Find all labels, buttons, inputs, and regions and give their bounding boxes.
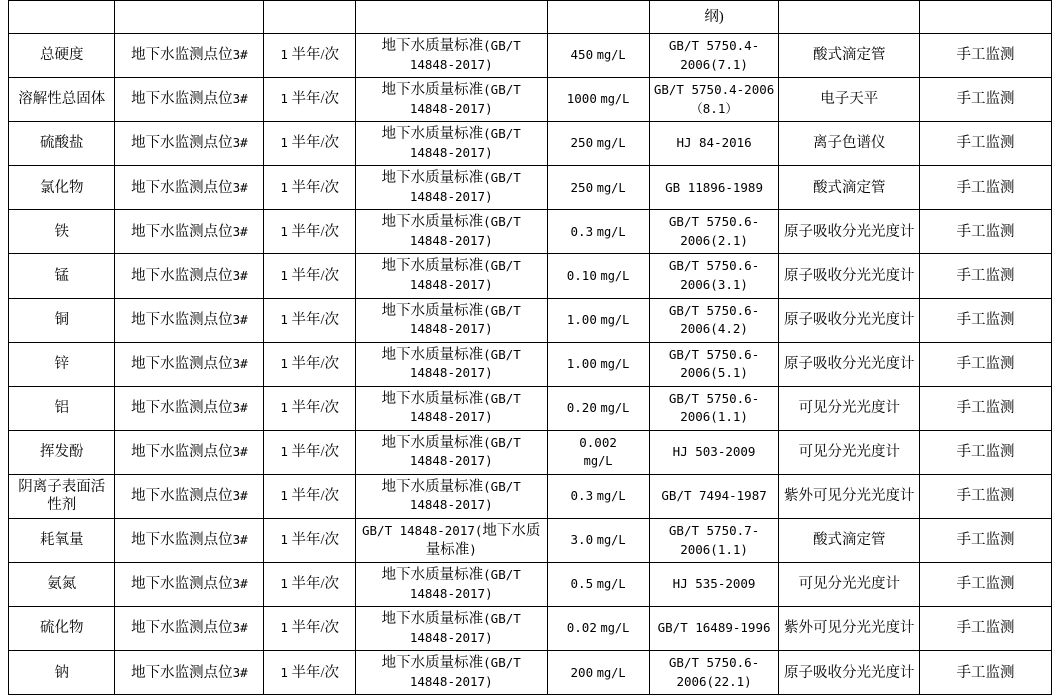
cell-mode: 手工监测 bbox=[919, 342, 1051, 386]
cell-standard: 地下水质量标准(GB/T 14848-2017) bbox=[355, 254, 547, 298]
table-row bbox=[9, 430, 1052, 474]
cell-method: GB/T 5750.4-2006(7.1) bbox=[649, 34, 779, 78]
cell-mode: 手工监测 bbox=[919, 298, 1051, 342]
cell-frequency: 1 半年/次 bbox=[264, 386, 356, 430]
table-row bbox=[9, 34, 1052, 78]
cell-device: 离子色谱仪 bbox=[779, 122, 919, 166]
cell-limit: 0.02 mg/L bbox=[547, 607, 649, 651]
cell-limit: 250 mg/L bbox=[547, 166, 649, 210]
cell-limit: 0.002 mg/L bbox=[547, 430, 649, 474]
table-row bbox=[9, 651, 1052, 695]
table-row bbox=[9, 474, 1052, 518]
table-row bbox=[9, 386, 1052, 430]
cell-method: GB/T 5750.7-2006(1.1) bbox=[649, 519, 779, 563]
cell-item: 铜 bbox=[9, 298, 115, 342]
cell-limit: 3.0 mg/L bbox=[547, 519, 649, 563]
table-row bbox=[9, 607, 1052, 651]
table-row bbox=[9, 166, 1052, 210]
cell-limit: 450 mg/L bbox=[547, 34, 649, 78]
cell-frequency: 1 半年/次 bbox=[264, 254, 356, 298]
table-row bbox=[9, 210, 1052, 254]
cell-item: 氯化物 bbox=[9, 166, 115, 210]
cell-frequency: 1 半年/次 bbox=[264, 474, 356, 518]
cell-limit: 0.3 mg/L bbox=[547, 210, 649, 254]
cell-limit bbox=[547, 1, 649, 34]
cell-frequency: 1 半年/次 bbox=[264, 342, 356, 386]
cell-point: 地下水监测点位3# bbox=[115, 122, 264, 166]
cell-limit: 0.10 mg/L bbox=[547, 254, 649, 298]
cell-frequency: 1 半年/次 bbox=[264, 298, 356, 342]
cell-frequency: 1 半年/次 bbox=[264, 430, 356, 474]
cell-device: 原子吸收分光光度计 bbox=[779, 651, 919, 695]
cell-point: 地下水监测点位3# bbox=[115, 298, 264, 342]
cell-standard: 地下水质量标准(GB/T 14848-2017) bbox=[355, 607, 547, 651]
cell-frequency: 1 半年/次 bbox=[264, 563, 356, 607]
table-row bbox=[9, 254, 1052, 298]
cell-point: 地下水监测点位3# bbox=[115, 607, 264, 651]
cell-device: 酸式滴定管 bbox=[779, 166, 919, 210]
cell-point: 地下水监测点位3# bbox=[115, 386, 264, 430]
cell-device: 可见分光光度计 bbox=[779, 430, 919, 474]
cell-point: 地下水监测点位3# bbox=[115, 78, 264, 122]
cell-limit: 0.3 mg/L bbox=[547, 474, 649, 518]
cell-method: GB/T 7494-1987 bbox=[649, 474, 779, 518]
cell-point: 地下水监测点位3# bbox=[115, 210, 264, 254]
cell-device: 可见分光光度计 bbox=[779, 386, 919, 430]
cell-frequency: 1 半年/次 bbox=[264, 607, 356, 651]
cell-item: 总硬度 bbox=[9, 34, 115, 78]
cell-method: GB/T 5750.6-2006(5.1) bbox=[649, 342, 779, 386]
cell-method: HJ 84-2016 bbox=[649, 122, 779, 166]
cell-limit: 200 mg/L bbox=[547, 651, 649, 695]
cell-standard: 地下水质量标准(GB/T 14848-2017) bbox=[355, 210, 547, 254]
cell-standard: 地下水质量标准(GB/T 14848-2017) bbox=[355, 166, 547, 210]
cell-method: GB/T 5750.6-2006(22.1) bbox=[649, 651, 779, 695]
cell-standard: 地下水质量标准(GB/T 14848-2017) bbox=[355, 122, 547, 166]
cell-method: GB/T 5750.6-2006(2.1) bbox=[649, 210, 779, 254]
cell-limit: 250 mg/L bbox=[547, 122, 649, 166]
cell-mode: 手工监测 bbox=[919, 519, 1051, 563]
table-row bbox=[9, 563, 1052, 607]
cell-standard: 地下水质量标准(GB/T 14848-2017) bbox=[355, 298, 547, 342]
cell-frequency: 1 半年/次 bbox=[264, 651, 356, 695]
cell-standard: GB/T 14848-2017(地下水质量标准) bbox=[355, 519, 547, 563]
cell-standard: 地下水质量标准(GB/T 14848-2017) bbox=[355, 651, 547, 695]
cell-method: GB/T 5750.4-2006（8.1） bbox=[649, 78, 779, 122]
cell-mode: 手工监测 bbox=[919, 78, 1051, 122]
cell-mode: 手工监测 bbox=[919, 254, 1051, 298]
table-row bbox=[9, 122, 1052, 166]
cell-mode bbox=[919, 1, 1051, 34]
cell-point: 地下水监测点位3# bbox=[115, 34, 264, 78]
cell-item: 铝 bbox=[9, 386, 115, 430]
cell-limit: 0.5 mg/L bbox=[547, 563, 649, 607]
cell-mode: 手工监测 bbox=[919, 210, 1051, 254]
cell-limit: 0.20 mg/L bbox=[547, 386, 649, 430]
cell-method: GB/T 5750.6-2006(3.1) bbox=[649, 254, 779, 298]
cell-mode: 手工监测 bbox=[919, 122, 1051, 166]
cell-item: 挥发酚 bbox=[9, 430, 115, 474]
cell-item: 氨氮 bbox=[9, 563, 115, 607]
cell-standard: 地下水质量标准(GB/T 14848-2017) bbox=[355, 342, 547, 386]
table-row bbox=[9, 298, 1052, 342]
cell-mode: 手工监测 bbox=[919, 166, 1051, 210]
table-row bbox=[9, 519, 1052, 563]
table-body bbox=[9, 1, 1052, 695]
cell-limit: 1.00 mg/L bbox=[547, 342, 649, 386]
cell-frequency: 1 半年/次 bbox=[264, 122, 356, 166]
cell-method: HJ 535-2009 bbox=[649, 563, 779, 607]
cell-device: 原子吸收分光光度计 bbox=[779, 254, 919, 298]
cell-standard: 地下水质量标准(GB/T 14848-2017) bbox=[355, 430, 547, 474]
cell-method: GB/T 5750.6-2006(4.2) bbox=[649, 298, 779, 342]
cell-item: 硫化物 bbox=[9, 607, 115, 651]
cell-frequency: 1 半年/次 bbox=[264, 34, 356, 78]
cell-method: HJ 503-2009 bbox=[649, 430, 779, 474]
cell-item: 硫酸盐 bbox=[9, 122, 115, 166]
cell-mode: 手工监测 bbox=[919, 386, 1051, 430]
cell-point: 地下水监测点位3# bbox=[115, 254, 264, 298]
cell-item bbox=[9, 1, 115, 34]
cell-point: 地下水监测点位3# bbox=[115, 651, 264, 695]
cell-standard: 地下水质量标准(GB/T 14848-2017) bbox=[355, 78, 547, 122]
cell-limit: 1.00 mg/L bbox=[547, 298, 649, 342]
cell-point: 地下水监测点位3# bbox=[115, 563, 264, 607]
table-row-partial-top bbox=[9, 1, 1052, 34]
cell-device: 可见分光光度计 bbox=[779, 563, 919, 607]
cell-frequency: 1 半年/次 bbox=[264, 519, 356, 563]
cell-point: 地下水监测点位3# bbox=[115, 166, 264, 210]
cell-device: 酸式滴定管 bbox=[779, 34, 919, 78]
cell-device: 紫外可见分光光度计 bbox=[779, 474, 919, 518]
table-row bbox=[9, 342, 1052, 386]
cell-frequency: 1 半年/次 bbox=[264, 166, 356, 210]
cell-standard: 地下水质量标准(GB/T 14848-2017) bbox=[355, 474, 547, 518]
cell-point: 地下水监测点位3# bbox=[115, 519, 264, 563]
cell-point: 地下水监测点位3# bbox=[115, 474, 264, 518]
cell-item: 溶解性总固体 bbox=[9, 78, 115, 122]
cell-mode: 手工监测 bbox=[919, 34, 1051, 78]
cell-point bbox=[115, 1, 264, 34]
cell-frequency: 1 半年/次 bbox=[264, 78, 356, 122]
cell-limit: 1000 mg/L bbox=[547, 78, 649, 122]
cell-item: 阴离子表面活性剂 bbox=[9, 474, 115, 518]
cell-standard: 地下水质量标准(GB/T 14848-2017) bbox=[355, 563, 547, 607]
cell-standard bbox=[355, 1, 547, 34]
cell-device: 紫外可见分光光度计 bbox=[779, 607, 919, 651]
cell-mode: 手工监测 bbox=[919, 563, 1051, 607]
cell-mode: 手工监测 bbox=[919, 607, 1051, 651]
cell-method: GB 11896-1989 bbox=[649, 166, 779, 210]
groundwater-monitoring-table bbox=[8, 0, 1052, 695]
cell-mode: 手工监测 bbox=[919, 474, 1051, 518]
cell-item: 钠 bbox=[9, 651, 115, 695]
cell-device: 原子吸收分光光度计 bbox=[779, 342, 919, 386]
cell-item: 铁 bbox=[9, 210, 115, 254]
cell-device: 原子吸收分光光度计 bbox=[779, 298, 919, 342]
cell-point: 地下水监测点位3# bbox=[115, 430, 264, 474]
cell-device: 酸式滴定管 bbox=[779, 519, 919, 563]
table-row bbox=[9, 78, 1052, 122]
cell-mode: 手工监测 bbox=[919, 430, 1051, 474]
cell-method-continuation: 纲) bbox=[649, 1, 779, 34]
cell-frequency: 1 半年/次 bbox=[264, 210, 356, 254]
cell-method: GB/T 16489-1996 bbox=[649, 607, 779, 651]
cell-frequency bbox=[264, 1, 356, 34]
cell-device: 原子吸收分光光度计 bbox=[779, 210, 919, 254]
cell-method: GB/T 5750.6-2006(1.1) bbox=[649, 386, 779, 430]
cell-mode: 手工监测 bbox=[919, 651, 1051, 695]
cell-standard: 地下水质量标准(GB/T 14848-2017) bbox=[355, 34, 547, 78]
cell-item: 耗氧量 bbox=[9, 519, 115, 563]
cell-device: 电子天平 bbox=[779, 78, 919, 122]
cell-standard: 地下水质量标准(GB/T 14848-2017) bbox=[355, 386, 547, 430]
cell-item: 锌 bbox=[9, 342, 115, 386]
cell-point: 地下水监测点位3# bbox=[115, 342, 264, 386]
cell-device bbox=[779, 1, 919, 34]
cell-item: 锰 bbox=[9, 254, 115, 298]
